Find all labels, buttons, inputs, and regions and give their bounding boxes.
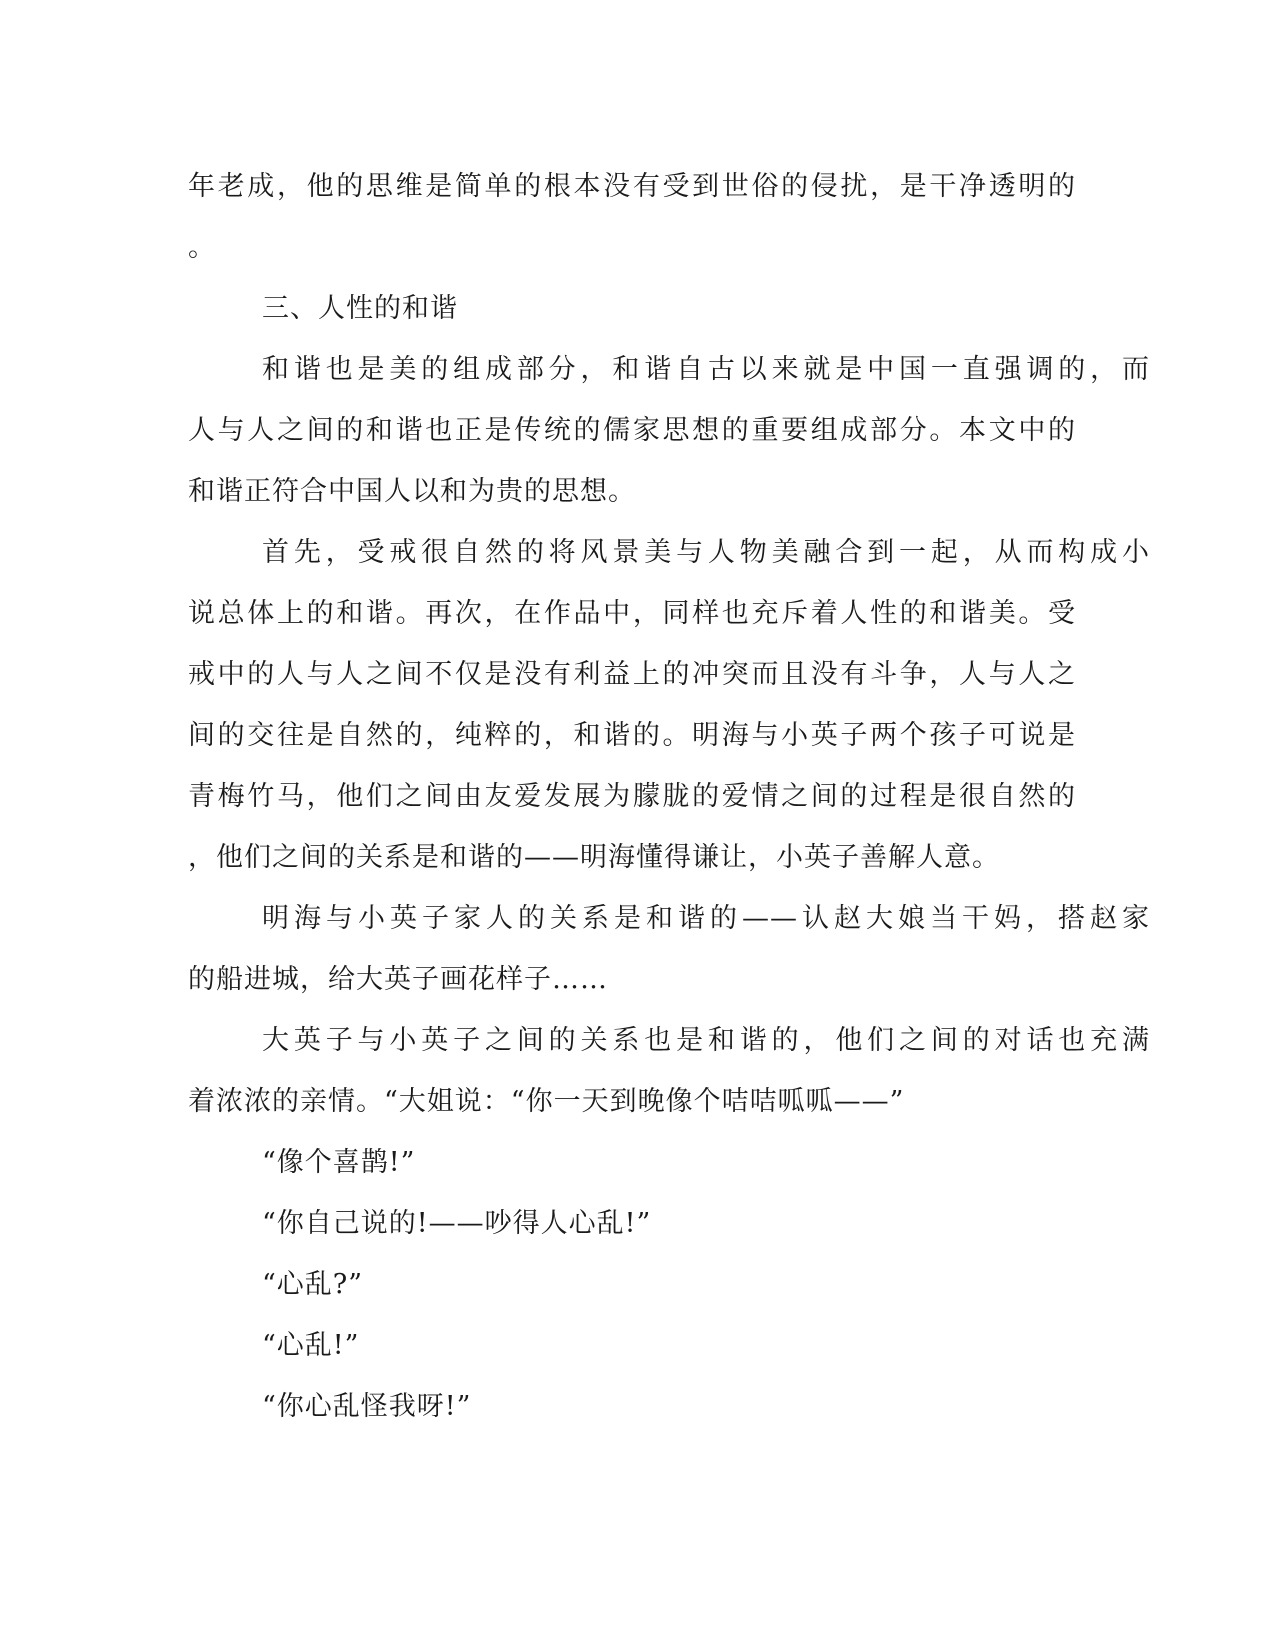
paragraph-line: 大英子与小英子之间的关系也是和谐的，他们之间的对话也充满	[262, 1025, 1150, 1056]
dialogue-line: “心乱?”	[262, 1269, 364, 1300]
paragraph-line: 青梅竹马，他们之间由友爱发展为朦胧的爱情之间的过程是很自然的	[188, 781, 1076, 812]
section-heading: 三、人性的和谐	[262, 293, 458, 324]
paragraph-line: 明海与小英子家人的关系是和谐的——认赵大娘当干妈，搭赵家	[262, 903, 1150, 934]
paragraph-line: 着浓浓的亲情。“大姐说：“你一天到晚像个咭咭呱呱——”	[188, 1086, 905, 1117]
paragraph-line: 和谐正符合中国人以和为贵的思想。	[188, 476, 636, 507]
paragraph-line: ，他们之间的关系是和谐的——明海懂得谦让，小英子善解人意。	[188, 842, 1000, 873]
body-text	[188, 156, 1150, 1437]
paragraph-line: 的船进城，给大英子画花样子……	[188, 964, 608, 995]
paragraph-line: 。	[188, 232, 216, 263]
dialogue-line: “像个喜鹊!”	[262, 1147, 416, 1178]
paragraph-line: 首先，受戒很自然的将风景美与人物美融合到一起，从而构成小	[262, 537, 1150, 568]
paragraph-line: 和谐也是美的组成部分，和谐自古以来就是中国一直强调的，而	[262, 354, 1150, 385]
paragraph-line: 人与人之间的和谐也正是传统的儒家思想的重要组成部分。本文中的	[188, 415, 1076, 446]
dialogue-line: “你心乱怪我呀!”	[262, 1391, 472, 1422]
paragraph-line: 间的交往是自然的，纯粹的，和谐的。明海与小英子两个孩子可说是	[188, 720, 1076, 751]
paragraph-line: 说总体上的和谐。再次，在作品中，同样也充斥着人性的和谐美。受	[188, 598, 1076, 629]
paragraph-line: 戒中的人与人之间不仅是没有利益上的冲突而且没有斗争，人与人之	[188, 659, 1076, 690]
dialogue-line: “心乱!”	[262, 1330, 360, 1361]
dialogue-line: “你自己说的!——吵得人心乱!”	[262, 1208, 652, 1239]
paragraph-line: 年老成，他的思维是简单的根本没有受到世俗的侵扰，是干净透明的	[188, 171, 1076, 202]
